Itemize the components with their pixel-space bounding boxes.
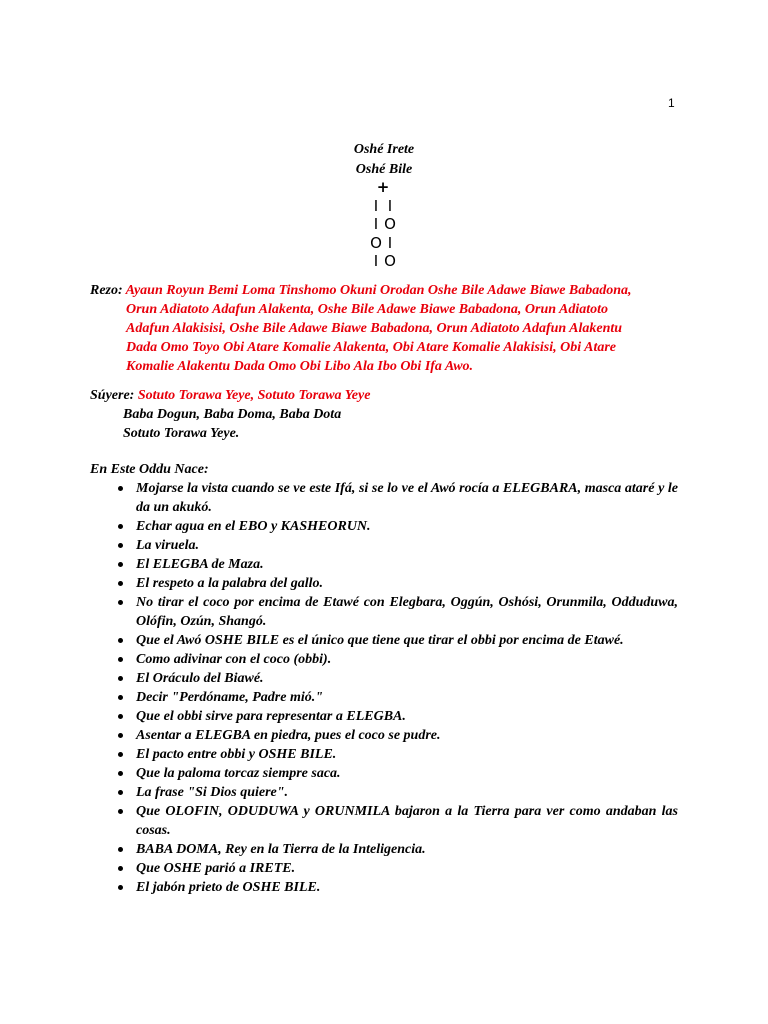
list-item <box>90 479 678 517</box>
odu-mark: I <box>387 196 393 215</box>
page-subtitle: Oshé Bile <box>355 162 413 177</box>
list-item <box>90 745 678 764</box>
bullet-icon <box>118 676 123 681</box>
bullet-icon <box>118 638 123 643</box>
list-item-text: El jabón prieto de OSHE BILE. <box>136 880 321 895</box>
bullet-icon <box>118 543 123 548</box>
list-item <box>90 593 678 631</box>
list-item-text: La viruela. <box>136 538 199 553</box>
list-item-text: El Oráculo del Biawé. <box>136 671 264 686</box>
born-list <box>90 479 690 897</box>
list-item-text: El pacto entre obbi y OSHE BILE. <box>136 747 337 762</box>
list-item <box>90 878 678 897</box>
rezo-line: Komalie Alakentu Dada Omo Obi Libo Ala Ibo Obi Ifa Awo. <box>126 359 474 374</box>
list-item <box>90 840 678 859</box>
odu-sign-plus: + <box>376 178 390 196</box>
bullet-icon <box>118 790 123 795</box>
suyere-line-3: Sotuto Torawa Yeye. <box>123 426 240 441</box>
rezo-line: Ayaun Royun Bemi Loma Tinshomo Okuni Orodan Oshe Bile Adawe Biawe Babadona, <box>125 283 632 298</box>
rezo-line: Dada Omo Toyo Obi Atare Komalie Alakenta, Obi Atare Komalie Alakisisi, Obi Atare <box>126 340 617 355</box>
bullet-icon <box>118 714 123 719</box>
list-item <box>90 574 678 593</box>
bullet-icon <box>118 733 123 738</box>
bullet-icon <box>118 600 123 605</box>
odu-mark: I <box>373 196 379 215</box>
born-section <box>90 460 690 897</box>
suyere-line-1: Sotuto Torawa Yeye, Sotuto Torawa Yeye <box>137 388 371 403</box>
page-title: Oshé Irete <box>353 142 415 157</box>
bullet-icon <box>118 657 123 662</box>
bullet-icon <box>118 885 123 890</box>
bullet-icon <box>118 752 123 757</box>
list-item <box>90 669 678 688</box>
list-item-text: El respeto a la palabra del gallo. <box>136 576 324 591</box>
list-item-text: Echar agua en el EBO y KASHEORUN. <box>136 519 371 534</box>
odu-mark: O <box>384 215 396 233</box>
odu-sign-row <box>358 197 408 216</box>
suyere-line-2: Baba Dogun, Baba Doma, Baba Dota <box>123 407 342 422</box>
list-item-text: Mojarse la vista cuando se ve este Ifá, si se lo ve el Awó rocía a ELEGBARA, masca ataré y le da un akukó. <box>136 481 678 515</box>
title-block <box>0 140 768 180</box>
list-item-text: Que la paloma torcaz siempre saca. <box>136 766 341 781</box>
rezo-section <box>90 281 678 376</box>
list-item <box>90 631 678 650</box>
bullet-icon <box>118 524 123 529</box>
list-item <box>90 688 678 707</box>
list-item <box>90 726 678 745</box>
list-item-text: El ELEGBA de Maza. <box>136 557 264 572</box>
odu-sign-row <box>358 215 408 234</box>
suyere-label: Súyere: <box>90 388 135 403</box>
list-item <box>90 783 678 802</box>
bullet-icon <box>118 866 123 871</box>
bullet-icon <box>118 847 123 852</box>
list-item-text: No tirar el coco por encima de Etawé con Elegbara, Oggún, Oshósi, Orunmila, Odduduwa, Olófin, Ozún, Shangó. <box>136 595 678 629</box>
odu-mark: O <box>384 252 396 270</box>
list-item <box>90 802 678 840</box>
odu-sign-row <box>358 234 408 253</box>
rezo-line: Orun Adiatoto Adafun Alakenta, Oshe Bile Adawe Biawe Babadona, Orun Adiatoto <box>126 302 609 317</box>
page-number: 1 <box>668 96 675 110</box>
list-item-text: BABA DOMA, Rey en la Tierra de la Inteligencia. <box>136 842 426 857</box>
bullet-icon <box>118 771 123 776</box>
list-item <box>90 859 678 878</box>
list-item <box>90 536 678 555</box>
list-item <box>90 764 678 783</box>
list-item-text: Que OSHE parió a IRETE. <box>136 861 296 876</box>
list-item <box>90 650 678 669</box>
odu-mark: I <box>387 233 393 252</box>
list-item-text: Decir "Perdóname, Padre mió." <box>136 690 324 705</box>
odu-sign-row <box>358 252 408 271</box>
list-item-text: Que el Awó OSHE BILE es el único que tiene que tirar el obbi por encima de Etawé. <box>136 633 624 648</box>
odu-sign <box>358 178 408 271</box>
odu-mark: O <box>370 233 382 252</box>
list-item <box>90 707 678 726</box>
suyere-section <box>90 386 678 443</box>
bullet-icon <box>118 809 123 814</box>
rezo-label: Rezo: <box>90 283 123 298</box>
bullet-icon <box>118 581 123 586</box>
odu-mark: I <box>373 252 379 270</box>
list-item-text: Que OLOFIN, ODUDUWA y ORUNMILA bajaron a la Tierra para ver como andaban las cosas. <box>136 804 678 838</box>
list-item-text: Como adivinar con el coco (obbi). <box>136 652 332 667</box>
bullet-icon <box>118 562 123 567</box>
born-heading: En Este Oddu Nace: <box>90 462 209 477</box>
list-item-text: La frase "Si Dios quiere". <box>136 785 289 800</box>
rezo-line: Adafun Alakisisi, Oshe Bile Adawe Biawe Babadona, Orun Adiatoto Adafun Alakentu <box>126 321 623 336</box>
bullet-icon <box>118 695 123 700</box>
list-item-text: Asentar a ELEGBA en piedra, pues el coco se pudre. <box>136 728 441 743</box>
bullet-icon <box>118 486 123 491</box>
list-item-text: Que el obbi sirve para representar a ELEGBA. <box>136 709 406 724</box>
list-item <box>90 517 678 536</box>
odu-mark: I <box>373 215 379 233</box>
list-item <box>90 555 678 574</box>
